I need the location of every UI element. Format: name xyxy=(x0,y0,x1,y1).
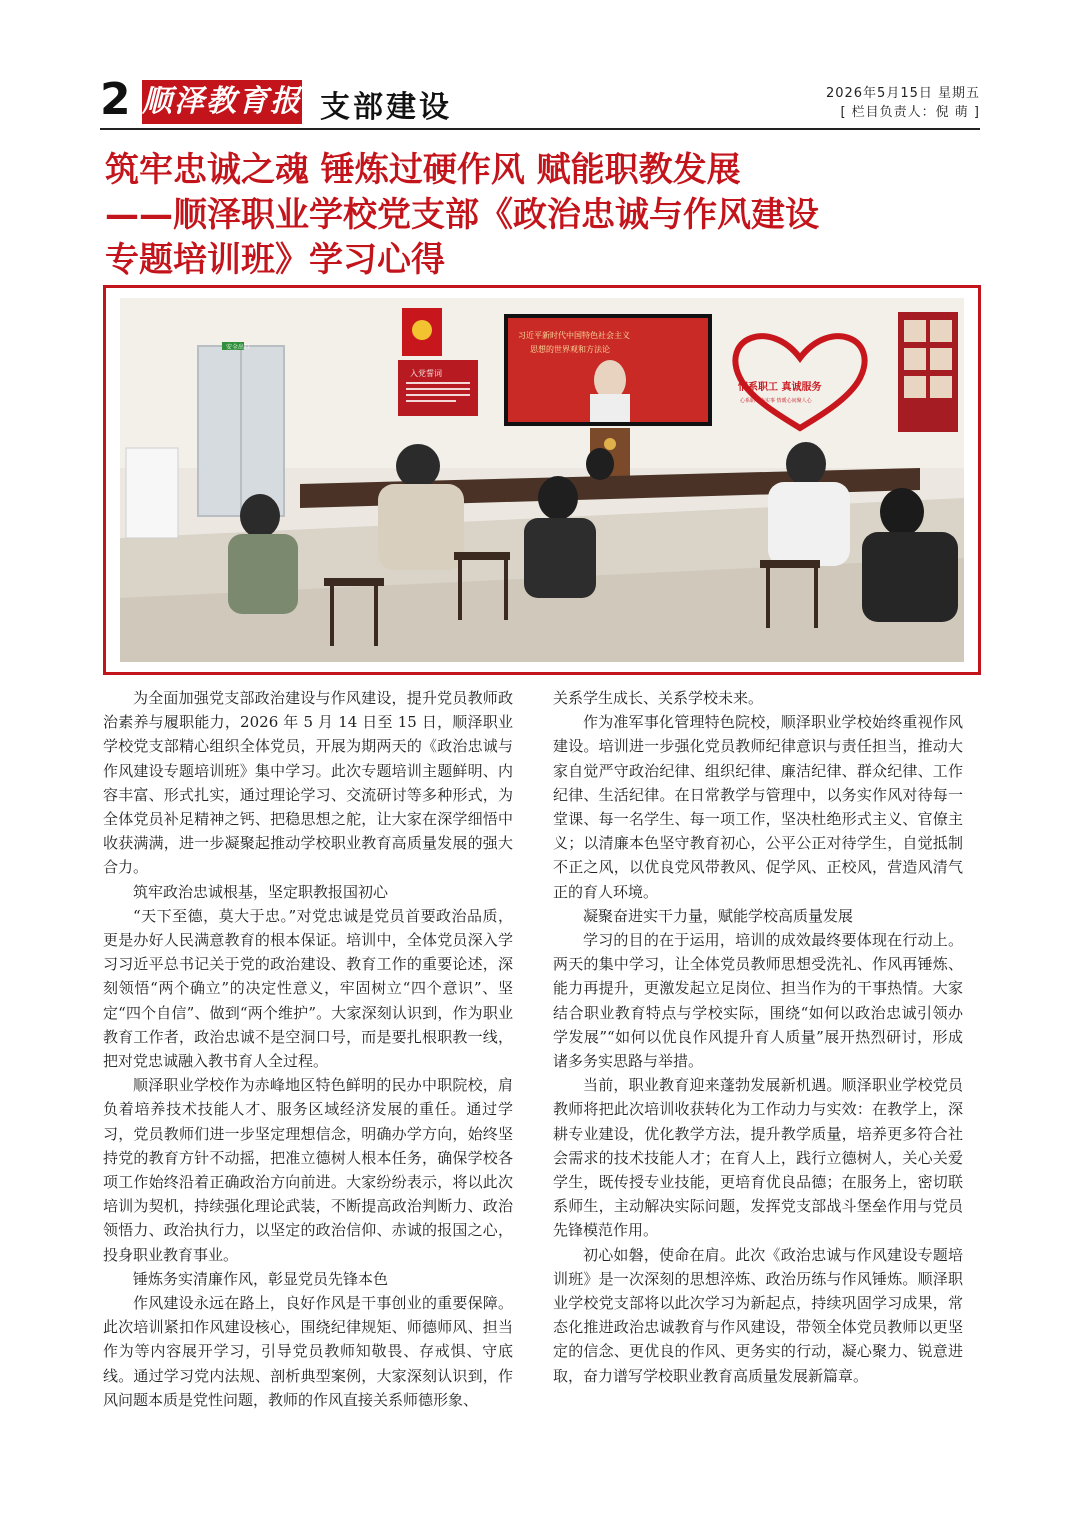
section-name: 支部建设 xyxy=(320,90,452,125)
masthead xyxy=(100,74,980,126)
column-left xyxy=(103,686,513,1412)
paragraph: 当前，职业教育迎来蓬勃发展新机遇。顺泽职业学校党员教师将把此次培训收获转化为工作动力与实效：在教学上，深耕专业建设，优化教学方法，提升教学质量，培养更多符合社会需求的技术技能人才；在育人上，践行立德树人，关心关爱学生，既传授专业技能，更培育优良品德；在服务上，密切联系师生，主动解决实际问题，发挥党支部战斗堡垒作用与党员先锋模范作用。 xyxy=(553,1076,963,1240)
title-line-3: 专题培训班》学习心得 xyxy=(105,240,445,280)
title-line-2: ——顺泽职业学校党支部《政治忠诚与作风建设 xyxy=(105,195,819,235)
column-editor: [ 栏目负责人：倪 萌 ] xyxy=(840,105,980,120)
date-block xyxy=(826,84,980,122)
header-rule xyxy=(100,128,980,130)
subheading: 锤炼务实清廉作风，彰显党员先锋本色 xyxy=(133,1269,389,1288)
issue-date: 2026年5月15日 星期五 xyxy=(825,86,980,101)
column-right xyxy=(553,686,963,1388)
paragraph: 学习的目的在于运用，培训的成效最终要体现在行动上。两天的集中学习，让全体党员教师思想受洗礼、作风再锤炼、能力再提升，更激发起立足岗位、担当作为的干事热情。大家结合职业教育特点与学校实际，围绕“如何以政治忠诚引领办学发展”“如何以优良作风提升育人质量”展开热烈研讨，形成诸多务实思路与举措。 xyxy=(553,931,963,1071)
wall-slogan: 情系职工 真诚服务 xyxy=(738,382,822,393)
paragraph: “天下至德，莫大于忠。”对党忠诚是党员首要政治品质，更是办好人民满意教育的根本保证。培训中，全体党员深入学习习近平总书记关于党的政治建设、教育工作的重要论述，深刻领悟“两个确立”的决定性意义，牢固树立“四个意识”、坚定“四个自信”、做到“两个维护”。大家深刻认识到，作为职业教育工作者，政治忠诚不是空洞口号，而是要扎根职教一线，把对党忠诚融入教书育人全过程。 xyxy=(103,906,513,1071)
exit-sign: 安全出口 xyxy=(226,344,251,351)
subheading: 筑牢政治忠诚根基，坚定职教报国初心 xyxy=(133,882,389,901)
paragraph: 为全面加强党支部政治建设与作风建设，提升党员教师政治素养与履职能力，2026 年 5 月 14 日至 15 日，顺泽职业学校党支部精心组织全体党员，开展为期两天的《政治忠诚与作风建设专题培训班》集中学习。此次专题培训主题鲜明、内容丰富、形式扎实，通过理论学习、交流研讨等多种形式，为全体党员补足精神之钙、把稳思想之舵，让大家在深学细悟中收获满满，进一步凝聚起推动学校职业教育高质量发展的强大合力。 xyxy=(103,689,513,877)
paragraph: 顺泽职业学校作为赤峰地区特色鲜明的民办中职院校，肩负着培养技术技能人才、服务区域经济发展的重任。通过学习，党员教师们进一步坚定理想信念，明确办学方向，始终坚持党的教育方针不动摇，把准立德树人根本任务，确保学校各项工作始终沿着正确政治方向前进。大家纷纷表示，将以此次培训为契机，持续强化理论武装，不断提高政治判断力、政治领悟力、政治执行力，以坚定的政治信仰、赤诚的报国之心，投身职业教育事业。 xyxy=(103,1076,513,1264)
oath-board-title: 入党誓词 xyxy=(410,369,442,378)
screen-text-line-1: 习近平新时代中国特色社会主义 xyxy=(518,331,630,340)
article-title xyxy=(105,148,985,283)
page-number: 2 xyxy=(100,74,131,125)
paragraph-continued: 关系学生成长、关系学校未来。 xyxy=(553,689,764,707)
subheading: 凝聚奋进实干力量，赋能学校高质量发展 xyxy=(583,906,854,925)
photo-frame xyxy=(103,285,981,675)
article-body xyxy=(103,686,965,1486)
paragraph: 作风建设永远在路上，良好作风是干事创业的重要保障。此次培训紧扣作风建设核心，围绕纪律规矩、师德师风、担当作为等内容展开学习，引导党员教师知敬畏、存戒惧、守底线。通过学习党内法规、剖析典型案例，大家深刻认识到，作风问题本质是党性问题，教师的作风直接关系师德形象、 xyxy=(103,1294,513,1409)
wall-slogan-small: 心系职工办实事 情暖心间聚人心 xyxy=(740,398,812,404)
newspaper-name: 顺泽教育报 xyxy=(142,80,302,124)
paragraph: 作为准军事化管理特色院校，顺泽职业学校始终重视作风建设。培训进一步强化党员教师纪律意识与责任担当，推动大家自觉严守政治纪律、组织纪律、廉洁纪律、群众纪律、工作纪律、生活纪律。在日常教学与管理中，以务实作风对待每一堂课、每一名学生、每一项工作，坚决杜绝形式主义、官僚主义；以清廉本色坚守教育初心，公平公正对待学生，自觉抵制不正之风，以优良党风带教风、促学风、正校风，营造风清气正的育人环境。 xyxy=(553,713,963,901)
screen-text-line-2: 思想的世界观和方法论 xyxy=(530,345,610,354)
paragraph: 初心如磐，使命在肩。此次《政治忠诚与作风建设专题培训班》是一次深刻的思想淬炼、政治历练与作风锤炼。顺泽职业学校党支部将以此次学习为新起点，持续巩固学习成果，常态化推进政治忠诚教育与作风建设，带领全体党员教师以更坚定的信念、更优良的作风、更务实的行动，凝心聚力、锐意进取，奋力谱写学校职业教育高质量发展新篇章。 xyxy=(553,1245,963,1385)
title-line-1: 筑牢忠诚之魂 锤炼过硬作风 赋能职教发展 xyxy=(105,150,741,190)
meeting-photo xyxy=(120,298,964,662)
meeting-photo-illustration xyxy=(120,298,964,662)
